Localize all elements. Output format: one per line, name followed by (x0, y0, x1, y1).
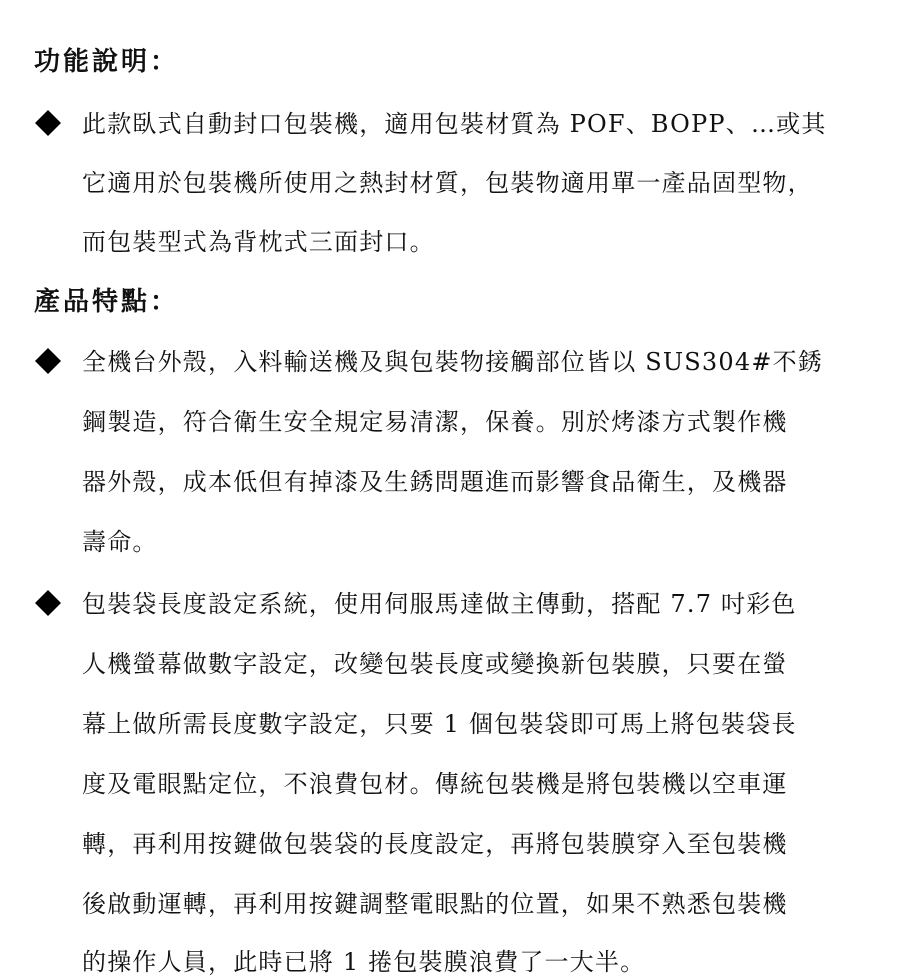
paragraph-line: 度及電眼點定位，不浪費包材。傳統包裝機是將包裝機以空車運 (82, 770, 788, 798)
diamond-bullet-icon (33, 588, 63, 618)
paragraph-line: 而包裝型式為背枕式三面封口。 (82, 228, 435, 256)
paragraph-line: 的操作人員，此時已將 1 捲包裝膜浪費了一大半。 (82, 948, 646, 976)
paragraph-line: 鋼製造，符合衛生安全規定易清潔，保養。別於烤漆方式製作機 (82, 408, 788, 436)
paragraph-line: 人機螢幕做數字設定，改變包裝長度或變換新包裝膜，只要在螢 (82, 650, 788, 678)
paragraph-line: 全機台外殼，入料輸送機及與包裝物接觸部位皆以 SUS304#不銹 (82, 348, 824, 376)
paragraph-line: 後啟動運轉，再利用按鍵調整電眼點的位置，如果不熟悉包裝機 (82, 890, 788, 918)
section-heading-function: 功能說明： (34, 47, 180, 77)
paragraph-line: 此款臥式自動封口包裝機，適用包裝材質為 POF、BOPP、…或其 (82, 110, 827, 138)
paragraph-line: 轉，再利用按鍵做包裝袋的長度設定，再將包裝膜穿入至包裝機 (82, 830, 788, 858)
paragraph-line: 幕上做所需長度數字設定，只要 1 個包裝袋即可馬上將包裝袋長 (82, 710, 797, 738)
paragraph-line: 壽命。 (82, 528, 158, 556)
diamond-bullet-icon (33, 108, 63, 138)
paragraph-line: 包裝袋長度設定系統，使用伺服馬達做主傳動，搭配 7.7 吋彩色 (82, 590, 797, 618)
section-heading-features: 產品特點： (34, 287, 180, 317)
diamond-bullet-icon (33, 346, 63, 376)
paragraph-line: 器外殼，成本低但有掉漆及生銹問題進而影響食品衛生，及機器 (82, 468, 788, 496)
paragraph-line: 它適用於包裝機所使用之熱封材質，包裝物適用單一產品固型物， (82, 169, 813, 197)
